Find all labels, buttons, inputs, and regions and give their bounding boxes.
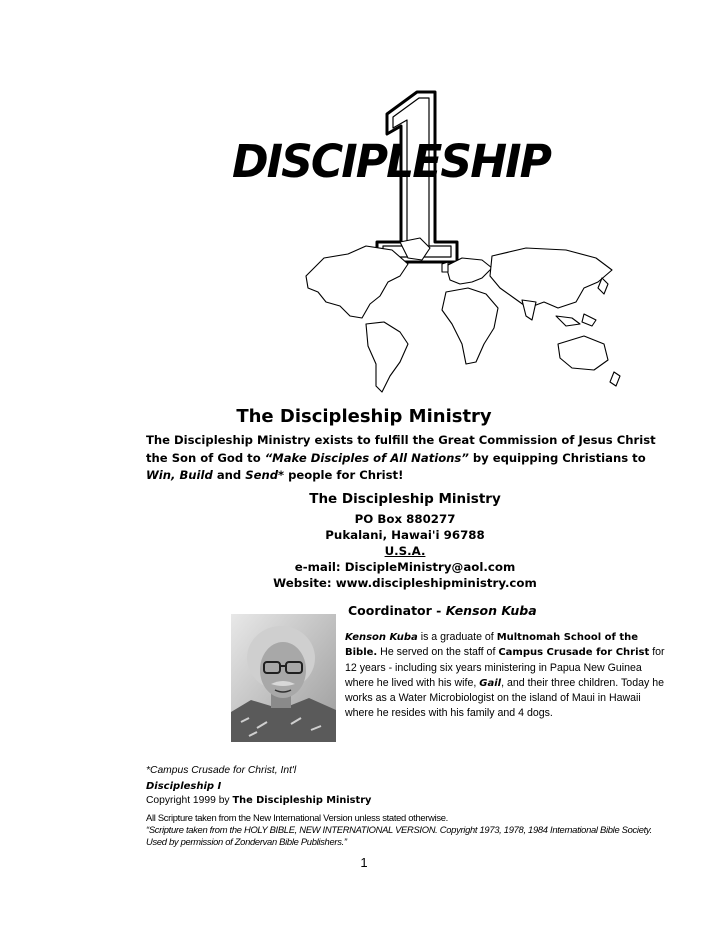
mission-win-build: Win, Build bbox=[146, 468, 213, 482]
world-map-image bbox=[296, 236, 626, 400]
coordinator-photo bbox=[231, 614, 336, 742]
bio-name: Kenson Kuba bbox=[345, 632, 418, 643]
coordinator-label: Coordinator - bbox=[348, 603, 446, 618]
address-city: Pukalani, Hawai'i 96788 bbox=[325, 528, 485, 542]
bio-school: Multnomah School of the Bible. bbox=[345, 632, 639, 659]
coordinator-heading bbox=[348, 602, 537, 620]
mission-text: people for Christ! bbox=[284, 468, 404, 482]
mission-text: The Discipleship Ministry exists to fulfill the Great Commission of Jesus Christ the Son of God to bbox=[146, 433, 656, 465]
copyright-owner: The Discipleship Ministry bbox=[232, 795, 372, 806]
scripture-note: All Scripture taken from the New International Version unless stated otherwise. bbox=[146, 812, 448, 823]
bio-text: He served on the staff of bbox=[377, 646, 499, 659]
address-name: The Discipleship Ministry bbox=[309, 491, 501, 507]
scripture-credit: “Scripture taken from the HOLY BIBLE, NEW INTERNATIONAL VERSION. Copyright 1973, 1978, 1984 International Bible Society. Used by permission of Zondervan Bible Publishers.” bbox=[146, 824, 652, 847]
address-website: Website: www.discipleshipministry.com bbox=[273, 576, 537, 590]
scripture-notice bbox=[146, 812, 666, 848]
book-title: Discipleship I bbox=[146, 781, 222, 792]
address-po-box: PO Box 880277 bbox=[354, 512, 456, 526]
main-title: DISCIPLESHIP bbox=[232, 135, 550, 188]
mission-statement bbox=[146, 432, 656, 485]
mission-text: and bbox=[212, 468, 246, 482]
bio-campus-crusade: Campus Crusade for Christ bbox=[498, 647, 650, 659]
bio-text: for 12 years - including six years ministering in Papua New Guinea where he lived with his wife, bbox=[345, 646, 665, 689]
copyright-line bbox=[146, 794, 371, 807]
copyright-prefix: Copyright 1999 by bbox=[146, 795, 233, 806]
mission-quote: “Make Disciples of All Nations” bbox=[264, 450, 469, 465]
bio-wife: Gail bbox=[479, 677, 502, 689]
mission-send: Send* bbox=[245, 468, 285, 482]
footnote: *Campus Crusade for Christ, Int'l bbox=[146, 765, 297, 776]
mission-text: by equipping Christians to bbox=[468, 450, 646, 465]
address-country: U.S.A. bbox=[384, 544, 426, 558]
coordinator-name: Kenson Kuba bbox=[445, 603, 537, 618]
address-email: e-mail: DiscipleMinistry@aol.com bbox=[294, 560, 516, 574]
ministry-heading: The Discipleship Ministry bbox=[236, 406, 492, 427]
bio-text: is a graduate of bbox=[417, 631, 497, 643]
bio-text: , and their three children. Today he works as a Water Microbiologist on the island of Maui in Hawaii where he resides with his family and 4 dogs. bbox=[345, 676, 664, 720]
page-number: 1 bbox=[360, 855, 368, 870]
coordinator-bio bbox=[345, 630, 665, 722]
